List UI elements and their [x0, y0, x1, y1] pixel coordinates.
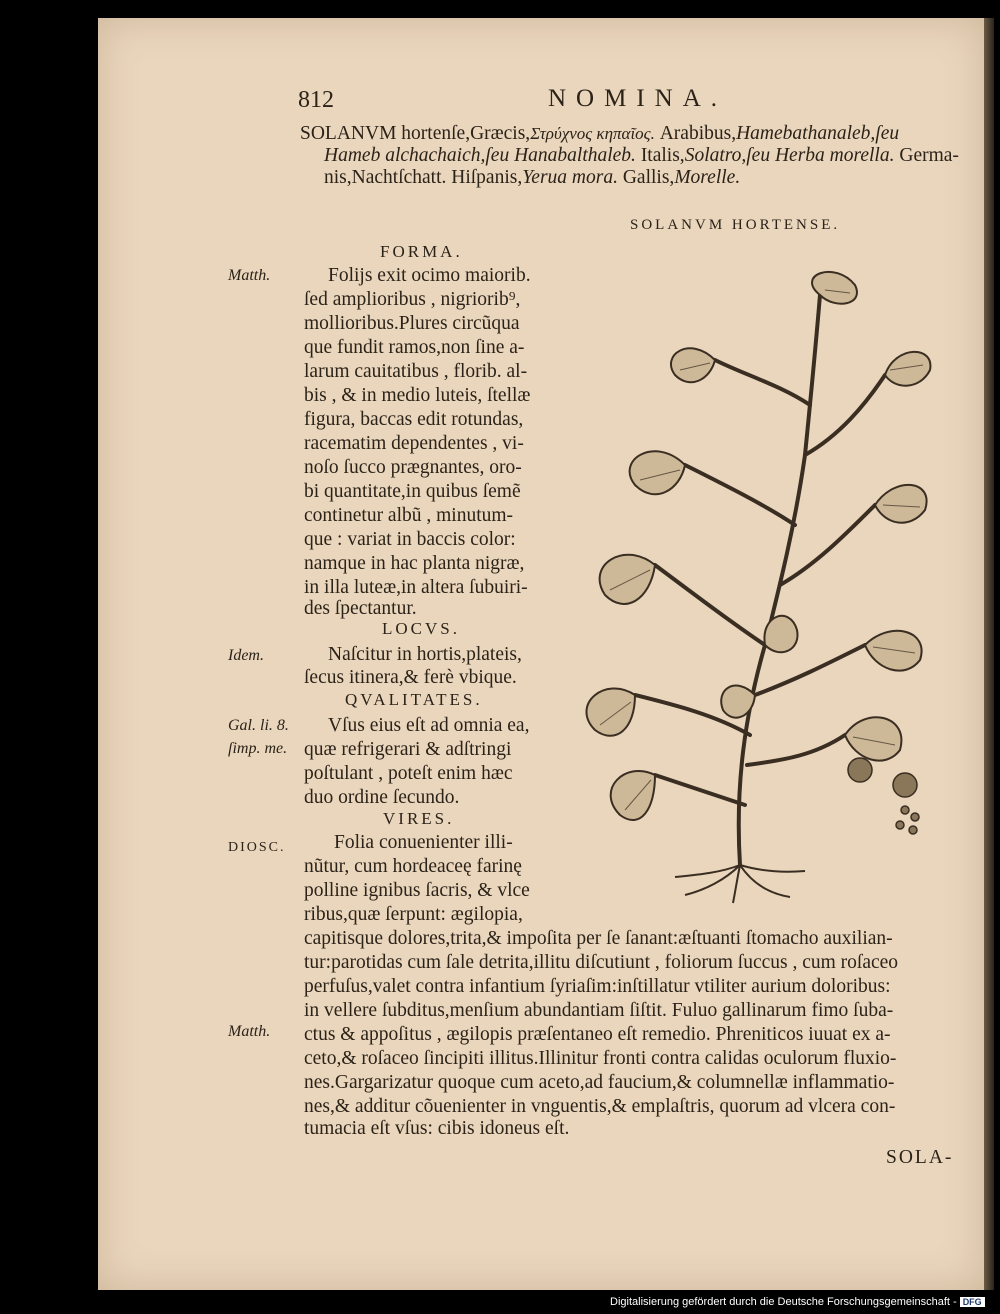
- vires-long-line: nes,& additur cõuenienter in vnguentis,& emplaſtris, quorum ad vlcera con-: [304, 1096, 896, 1117]
- page-number: 812: [298, 87, 334, 113]
- forma-line: bis , & in medio luteis, ſtellæ: [304, 385, 531, 406]
- qualitates-line: poſtulant , poteſt enim hæc: [304, 763, 513, 784]
- heading-qualitates: QVALITATES.: [345, 690, 483, 709]
- forma-line: que : variat in baccis color:: [304, 529, 516, 550]
- margin-note-gal-2: ſimp. me.: [228, 740, 288, 757]
- forma-line: larum cauitatibus , florib. al-: [304, 361, 528, 382]
- figure-title: SOLANVM HORTENSE.: [630, 217, 841, 233]
- margin-note-diosc: DIOSC.: [228, 840, 286, 855]
- digitization-footer: Digitalisierung gefördert durch die Deutsche Forschungsgemeinschaft - DFG: [610, 1296, 998, 1310]
- forma-line: bi quantitate,in quibus ſemẽ: [304, 481, 521, 502]
- qualitates-line: Vſus eius eſt ad omnia ea,: [328, 715, 530, 736]
- forma-line: ſed amplioribus , nigriorib⁹,: [304, 289, 521, 310]
- qualitates-line: quæ refrigerari & adſtringi: [304, 739, 512, 760]
- margin-note-matth-2: Matth.: [228, 1023, 271, 1040]
- forma-line: continetur albũ , minutum-: [304, 505, 514, 526]
- intro-line-2: Hameb alchachaich,ſeu Hanabalthaleb. Italis,Solatro,ſeu Herba morella. Germa-: [324, 145, 959, 166]
- running-title: NOMINA.: [548, 85, 728, 112]
- heading-locus: LOCVS.: [382, 619, 460, 638]
- vires-long-line: tur:parotidas cum ſale detrita,illitu diſcutiunt , foliorum ſuccus , cum roſaceo: [304, 952, 899, 973]
- intro-line-3: nis,Nachtſchatt. Hiſpanis,Yerua mora. Gallis,Morelle.: [324, 167, 741, 188]
- locus-line: ſecus itinera,& ferè vbique.: [304, 667, 517, 688]
- vires-long-line: perfuſus,valet contra infantium ſyriaſim:inſtillatur vtiliter aurium doloribus:: [304, 976, 891, 997]
- plant-leaves: [586, 272, 930, 820]
- locus-line: Naſcitur in hortis,plateis,: [328, 644, 522, 665]
- vires-line: polline ignibus ſacris, & vlce: [304, 880, 530, 901]
- margin-note-gal-1: Gal. li. 8.: [228, 717, 289, 734]
- forma-line: racematim dependentes , vi-: [304, 433, 524, 454]
- dfg-logo: DFG: [960, 1297, 985, 1307]
- forma-line: mollioribus.Plures circũqua: [304, 313, 520, 334]
- book-spine: [984, 18, 994, 1290]
- vires-long-line: capitisque dolores,trita,& impoſita per ſe ſanant:æſtuanti ſtomacho auxilian-: [304, 928, 893, 949]
- forma-line: namque in hac planta nigræ,: [304, 553, 525, 574]
- forma-line: in illa luteæ,in altera ſubuiri-: [304, 577, 528, 598]
- forma-line: Folijs exit ocimo maiorib.: [328, 265, 531, 286]
- catchword: SOLA-: [886, 1147, 954, 1168]
- intro-line-1: SOLANVM hortenſe,Græcis,Στρύχνος κηπαῖος. Arabibus,Hamebathanaleb,ſeu: [300, 123, 900, 144]
- vires-long-line: ceto,& roſaceo ſincipiti illitus.Illinitur fronti contra calidas oculorum fluxio-: [304, 1048, 897, 1069]
- plant-roots: [675, 865, 805, 903]
- vires-line: Folia conuenienter illi-: [334, 832, 513, 853]
- solanum-woodcut-illustration: [565, 265, 950, 905]
- plant-berries: [848, 758, 919, 834]
- vires-long-line: in vellere ſubditus,menſium abundantiam ſiſtit. Fuluo gallinarum fimo ſuba-: [304, 1000, 894, 1021]
- vires-long-line: nes.Gargarizatur quoque cum aceto,ad faucium,& columnellæ inflammatio-: [304, 1072, 895, 1093]
- qualitates-line: duo ordine ſecundo.: [304, 787, 460, 808]
- forma-line: noſo ſucco prægnantes, oro-: [304, 457, 522, 478]
- margin-note-idem: Idem.: [228, 647, 264, 664]
- vires-line: nũtur, cum hordeaceę farinę: [304, 856, 522, 877]
- forma-line: que fundit ramos,non ſine a-: [304, 337, 525, 358]
- forma-line: des ſpectantur.: [304, 598, 417, 619]
- vires-long-line: ctus & appoſitus , ægilopis præſentaneo eſt remedio. Phreniticos iuuat ex a-: [304, 1024, 891, 1045]
- margin-note-matth-1: Matth.: [228, 267, 271, 284]
- forma-line: figura, baccas edit rotundas,: [304, 409, 524, 430]
- plant-stems: [635, 295, 885, 865]
- heading-vires: VIRES.: [383, 809, 455, 828]
- heading-forma: FORMA.: [380, 242, 463, 261]
- vires-line: ribus,quæ ſerpunt: ægilopia,: [304, 904, 523, 925]
- vires-long-line: tumacia eſt vſus: cibis idoneus eſt.: [304, 1118, 570, 1139]
